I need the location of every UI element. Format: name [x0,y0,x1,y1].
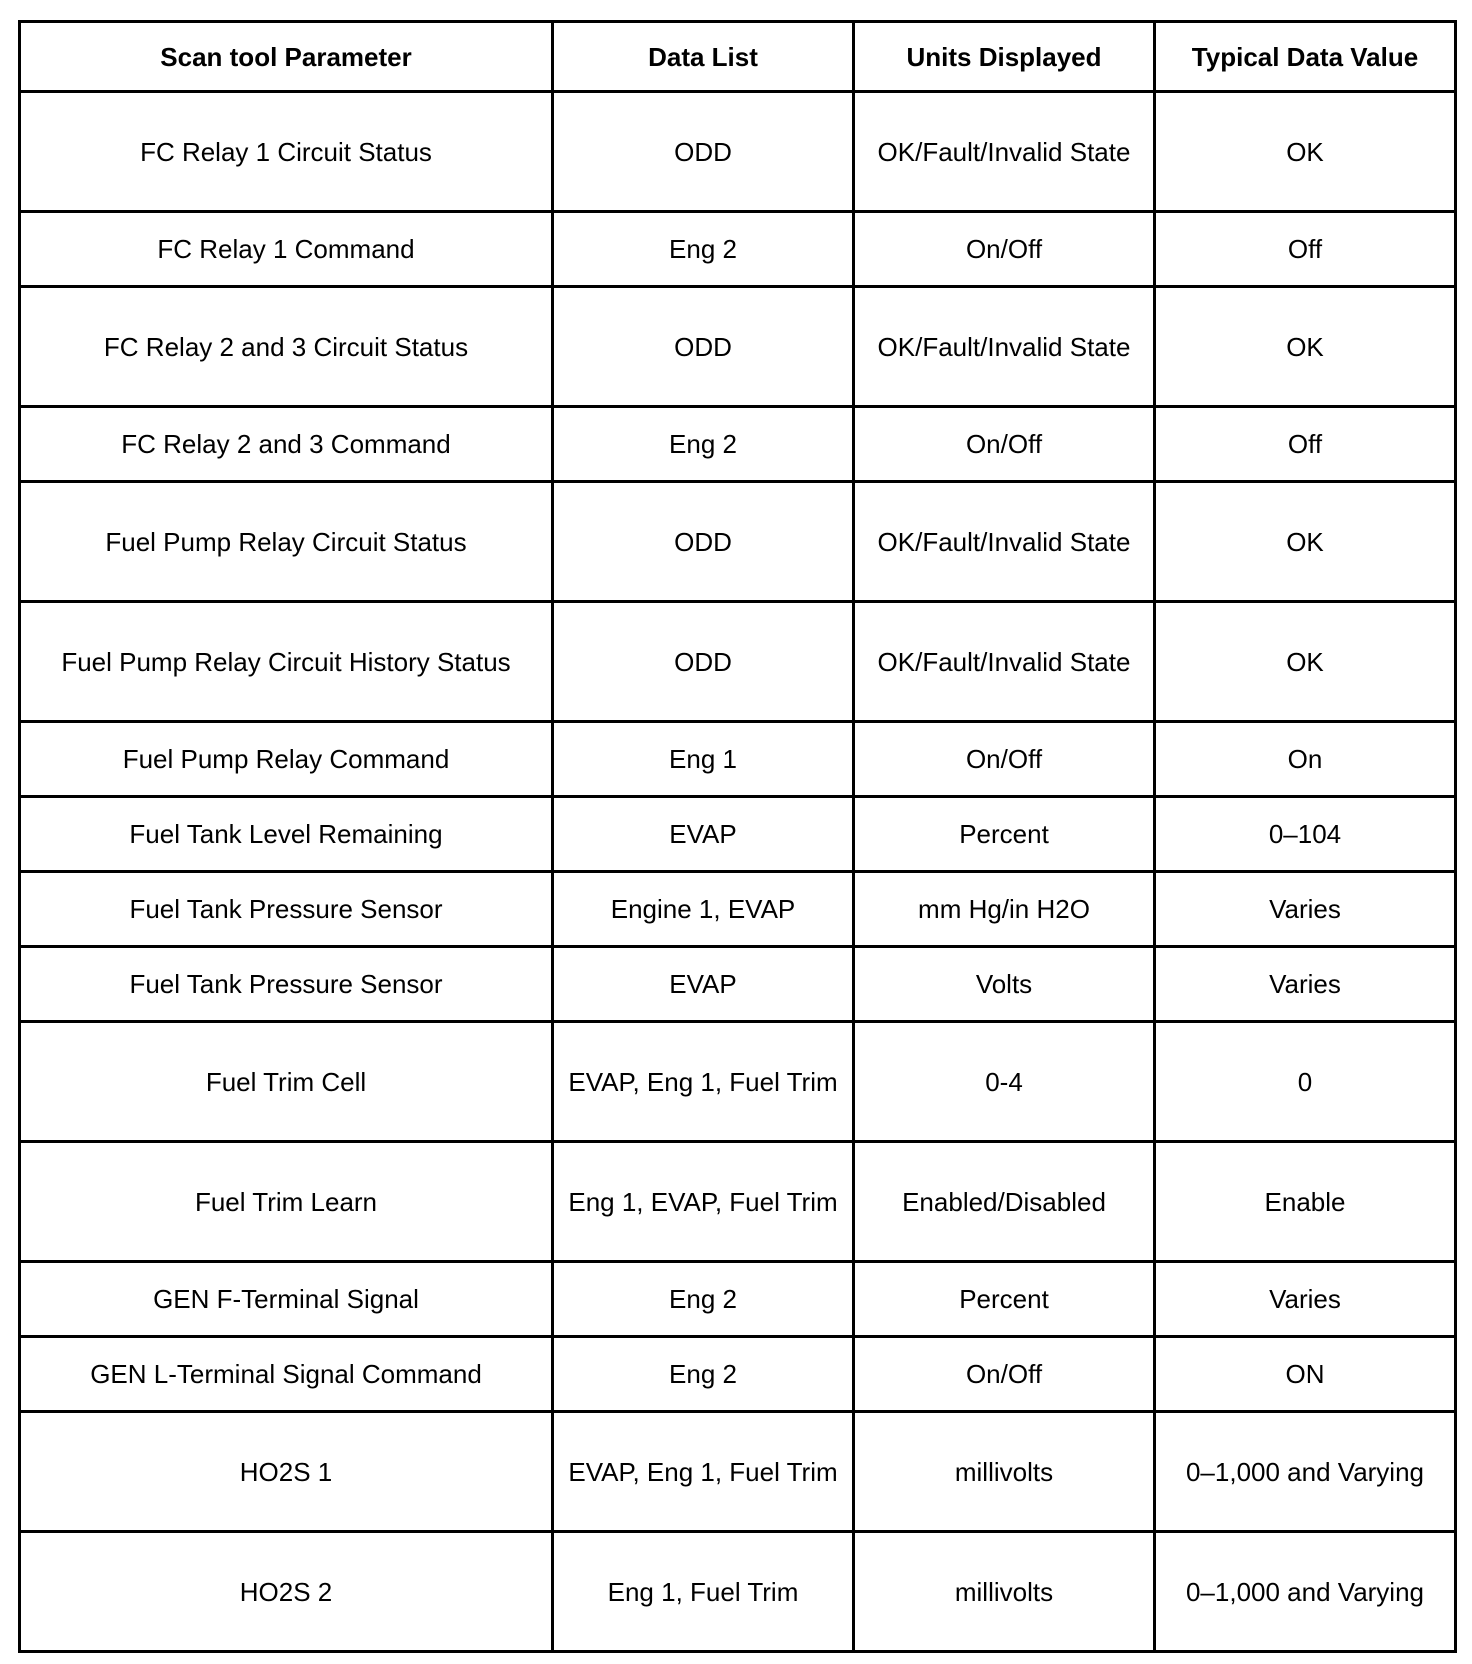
table-row [20,602,1456,722]
cell-parameter: GEN L-Terminal Signal Command [20,1337,553,1412]
scan-tool-data-table [18,20,1457,1653]
cell-units: mm Hg/in H2O [854,872,1155,947]
cell-units: Percent [854,797,1155,872]
cell-parameter: Fuel Tank Pressure Sensor [20,872,553,947]
cell-data-list: ODD [553,92,854,212]
table-row [20,92,1456,212]
table-row [20,872,1456,947]
cell-parameter: Fuel Pump Relay Circuit Status [20,482,553,602]
cell-typical-value: Varies [1155,1262,1456,1337]
cell-typical-value: 0 [1155,1022,1456,1142]
cell-typical-value: Varies [1155,872,1456,947]
cell-units: On/Off [854,1337,1155,1412]
table-row [20,407,1456,482]
cell-data-list: ODD [553,482,854,602]
table-row [20,1532,1456,1652]
cell-units: OK/Fault/Invalid State [854,602,1155,722]
table-row [20,797,1456,872]
cell-data-list: ODD [553,287,854,407]
cell-units: OK/Fault/Invalid State [854,92,1155,212]
table-row [20,722,1456,797]
table-row [20,1412,1456,1532]
cell-typical-value: Off [1155,212,1456,287]
cell-typical-value: 0–104 [1155,797,1456,872]
cell-data-list: Eng 2 [553,1262,854,1337]
table-row [20,1337,1456,1412]
cell-typical-value: 0–1,000 and Varying [1155,1532,1456,1652]
cell-parameter: HO2S 1 [20,1412,553,1532]
cell-parameter: GEN F-Terminal Signal [20,1262,553,1337]
header-data-list: Data List [553,22,854,92]
cell-typical-value: Enable [1155,1142,1456,1262]
table-row [20,482,1456,602]
header-row [20,22,1456,92]
cell-units: Percent [854,1262,1155,1337]
cell-typical-value: OK [1155,482,1456,602]
cell-data-list: EVAP, Eng 1, Fuel Trim [553,1412,854,1532]
table-row [20,947,1456,1022]
cell-typical-value: On [1155,722,1456,797]
cell-data-list: Eng 1, EVAP, Fuel Trim [553,1142,854,1262]
header-scan-tool-parameter: Scan tool Parameter [20,22,553,92]
cell-data-list: EVAP [553,797,854,872]
cell-typical-value: OK [1155,92,1456,212]
cell-typical-value: OK [1155,287,1456,407]
table-row [20,1142,1456,1262]
cell-parameter: Fuel Tank Pressure Sensor [20,947,553,1022]
cell-units: Enabled/Disabled [854,1142,1155,1262]
cell-units: On/Off [854,722,1155,797]
cell-typical-value: Off [1155,407,1456,482]
cell-data-list: Eng 2 [553,1337,854,1412]
cell-typical-value: OK [1155,602,1456,722]
cell-parameter: FC Relay 1 Command [20,212,553,287]
cell-parameter: FC Relay 1 Circuit Status [20,92,553,212]
cell-data-list: ODD [553,602,854,722]
cell-units: 0-4 [854,1022,1155,1142]
cell-data-list: EVAP [553,947,854,1022]
cell-typical-value: Varies [1155,947,1456,1022]
table-row [20,212,1456,287]
header-units-displayed: Units Displayed [854,22,1155,92]
cell-data-list: Eng 2 [553,407,854,482]
cell-parameter: Fuel Tank Level Remaining [20,797,553,872]
cell-typical-value: ON [1155,1337,1456,1412]
cell-units: millivolts [854,1532,1155,1652]
table-row [20,1022,1456,1142]
cell-parameter: Fuel Pump Relay Command [20,722,553,797]
cell-data-list: Eng 1 [553,722,854,797]
cell-units: Volts [854,947,1155,1022]
header-typical-data-value: Typical Data Value [1155,22,1456,92]
cell-data-list: Engine 1, EVAP [553,872,854,947]
cell-typical-value: 0–1,000 and Varying [1155,1412,1456,1532]
cell-units: On/Off [854,212,1155,287]
cell-parameter: FC Relay 2 and 3 Command [20,407,553,482]
cell-units: millivolts [854,1412,1155,1532]
cell-units: OK/Fault/Invalid State [854,287,1155,407]
cell-data-list: EVAP, Eng 1, Fuel Trim [553,1022,854,1142]
cell-parameter: Fuel Trim Cell [20,1022,553,1142]
table-row [20,287,1456,407]
table-row [20,1262,1456,1337]
cell-data-list: Eng 2 [553,212,854,287]
cell-units: OK/Fault/Invalid State [854,482,1155,602]
cell-parameter: HO2S 2 [20,1532,553,1652]
cell-data-list: Eng 1, Fuel Trim [553,1532,854,1652]
cell-parameter: Fuel Trim Learn [20,1142,553,1262]
cell-parameter: Fuel Pump Relay Circuit History Status [20,602,553,722]
cell-parameter: FC Relay 2 and 3 Circuit Status [20,287,553,407]
cell-units: On/Off [854,407,1155,482]
